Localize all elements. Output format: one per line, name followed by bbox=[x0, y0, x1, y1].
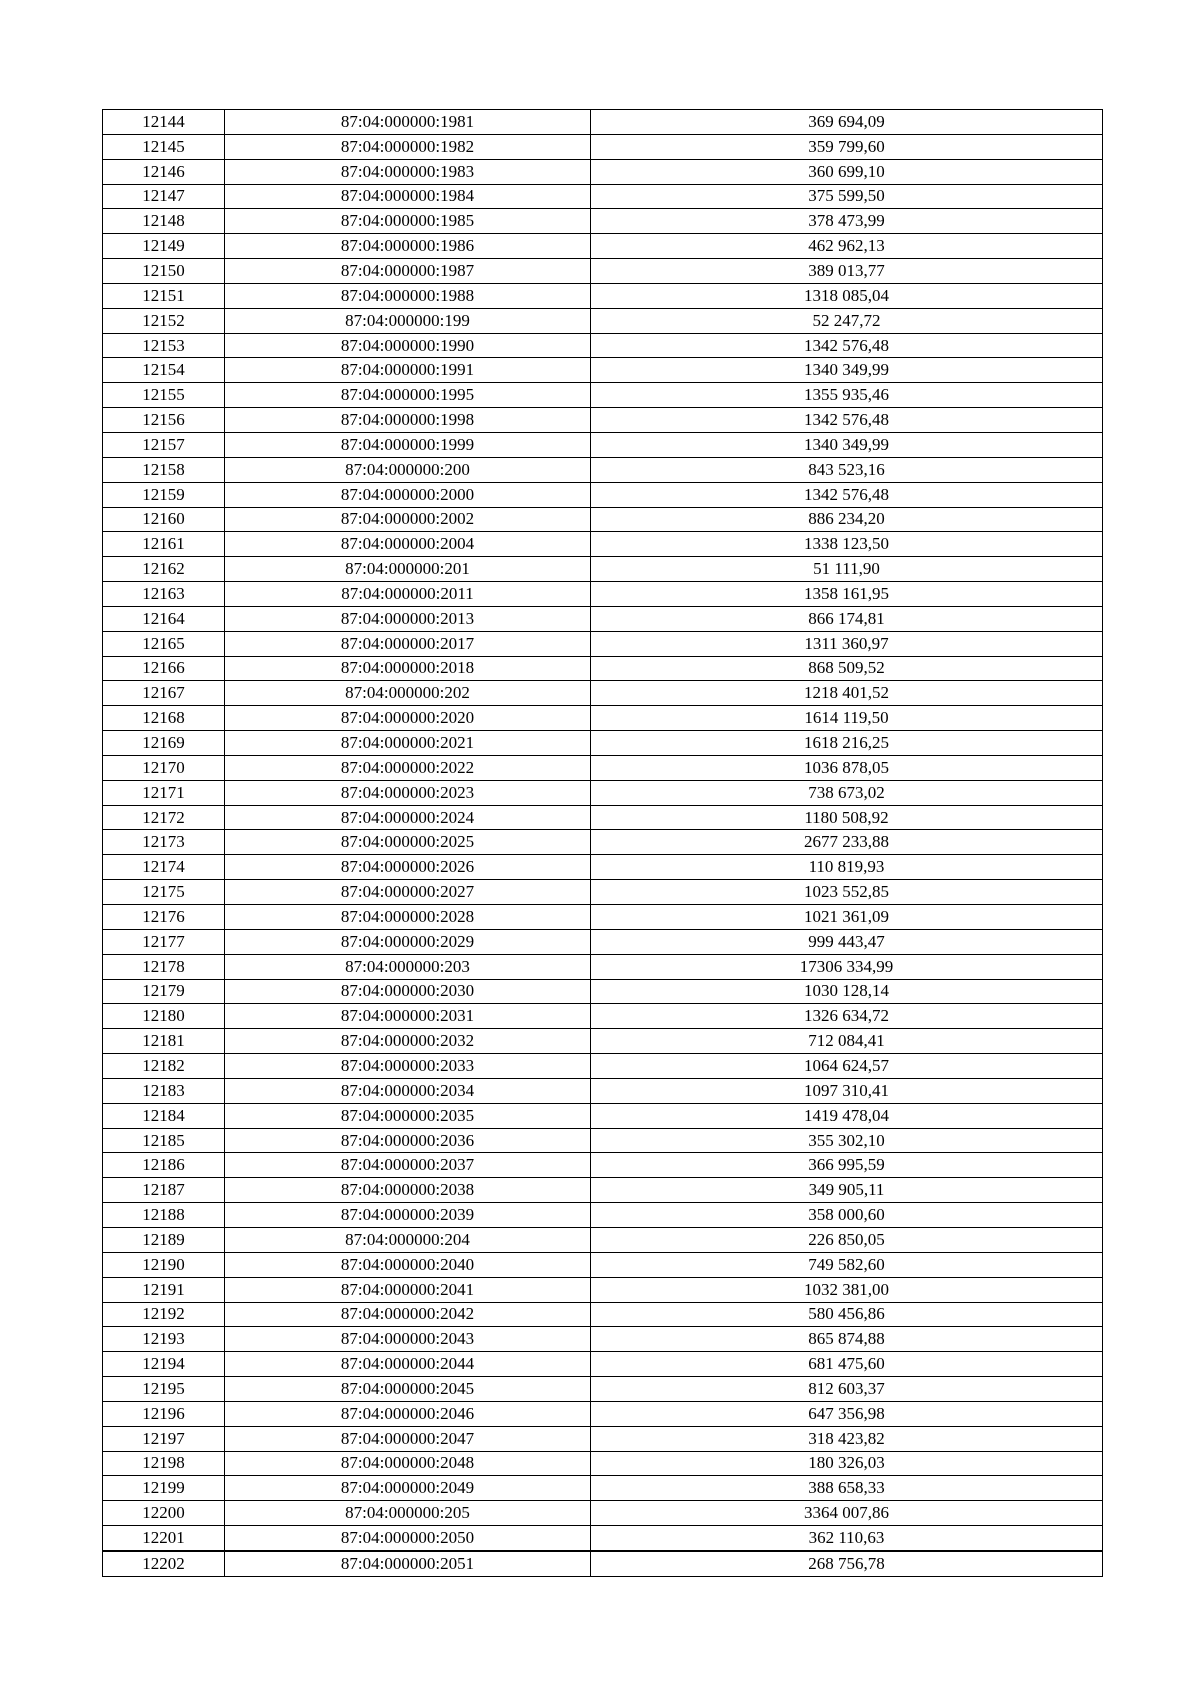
cadastral-number-cell: 87:04:000000:2018 bbox=[225, 656, 591, 681]
cadastral-number-cell: 87:04:000000:2020 bbox=[225, 706, 591, 731]
cadastral-number-cell: 87:04:000000:1983 bbox=[225, 159, 591, 184]
table-row bbox=[103, 358, 1103, 383]
cadastral-value-cell: 1342 576,48 bbox=[591, 482, 1103, 507]
table-row bbox=[103, 383, 1103, 408]
table-row bbox=[103, 1178, 1103, 1203]
cadastral-value-cell: 1614 119,50 bbox=[591, 706, 1103, 731]
table-row bbox=[103, 656, 1103, 681]
table-row bbox=[103, 1426, 1103, 1451]
row-number-cell: 12201 bbox=[103, 1526, 225, 1551]
cadastral-number-cell: 87:04:000000:2046 bbox=[225, 1401, 591, 1426]
row-number-cell: 12147 bbox=[103, 184, 225, 209]
cadastral-number-cell: 87:04:000000:2000 bbox=[225, 482, 591, 507]
cadastral-value-cell: 812 603,37 bbox=[591, 1377, 1103, 1402]
row-number-cell: 12196 bbox=[103, 1401, 225, 1426]
table-row bbox=[103, 333, 1103, 358]
cadastral-value-cell: 349 905,11 bbox=[591, 1178, 1103, 1203]
row-number-cell: 12144 bbox=[103, 110, 225, 135]
row-number-cell: 12175 bbox=[103, 880, 225, 905]
table-row bbox=[103, 1252, 1103, 1277]
table-row bbox=[103, 1128, 1103, 1153]
row-number-cell: 12190 bbox=[103, 1252, 225, 1277]
row-number-cell: 12162 bbox=[103, 557, 225, 582]
cadastral-value-cell: 749 582,60 bbox=[591, 1252, 1103, 1277]
table-row bbox=[103, 184, 1103, 209]
cadastral-number-cell: 87:04:000000:2036 bbox=[225, 1128, 591, 1153]
table-row bbox=[103, 557, 1103, 582]
cadastral-number-cell: 87:04:000000:202 bbox=[225, 681, 591, 706]
cadastral-number-cell: 87:04:000000:2050 bbox=[225, 1526, 591, 1551]
cadastral-number-cell: 87:04:000000:2030 bbox=[225, 979, 591, 1004]
table-row bbox=[103, 234, 1103, 259]
cadastral-number-cell: 87:04:000000:2051 bbox=[225, 1551, 591, 1576]
cadastral-value-cell: 1618 216,25 bbox=[591, 731, 1103, 756]
cadastral-number-cell: 87:04:000000:1982 bbox=[225, 134, 591, 159]
cadastral-number-cell: 87:04:000000:1986 bbox=[225, 234, 591, 259]
cadastral-number-cell: 87:04:000000:2035 bbox=[225, 1103, 591, 1128]
row-number-cell: 12167 bbox=[103, 681, 225, 706]
cadastral-value-cell: 366 995,59 bbox=[591, 1153, 1103, 1178]
cadastral-value-cell: 226 850,05 bbox=[591, 1227, 1103, 1252]
row-number-cell: 12156 bbox=[103, 408, 225, 433]
cadastral-value-cell: 362 110,63 bbox=[591, 1526, 1103, 1551]
row-number-cell: 12160 bbox=[103, 507, 225, 532]
table-row bbox=[103, 606, 1103, 631]
cadastral-value-cell: 1340 349,99 bbox=[591, 358, 1103, 383]
cadastral-number-cell: 87:04:000000:2021 bbox=[225, 731, 591, 756]
row-number-cell: 12199 bbox=[103, 1476, 225, 1501]
row-number-cell: 12150 bbox=[103, 259, 225, 284]
cadastral-value-cell: 2677 233,88 bbox=[591, 830, 1103, 855]
row-number-cell: 12152 bbox=[103, 308, 225, 333]
cadastral-value-cell: 886 234,20 bbox=[591, 507, 1103, 532]
table-row bbox=[103, 755, 1103, 780]
row-number-cell: 12178 bbox=[103, 954, 225, 979]
cadastral-value-cell: 1218 401,52 bbox=[591, 681, 1103, 706]
cadastral-value-cell: 738 673,02 bbox=[591, 780, 1103, 805]
table-row bbox=[103, 1377, 1103, 1402]
cadastral-value-cell: 1064 624,57 bbox=[591, 1054, 1103, 1079]
row-number-cell: 12176 bbox=[103, 905, 225, 930]
table-row bbox=[103, 1401, 1103, 1426]
row-number-cell: 12171 bbox=[103, 780, 225, 805]
cadastral-number-cell: 87:04:000000:2043 bbox=[225, 1327, 591, 1352]
table-row bbox=[103, 830, 1103, 855]
cadastral-value-cell: 1340 349,99 bbox=[591, 432, 1103, 457]
table-row bbox=[103, 1227, 1103, 1252]
cadastral-value-cell: 1023 552,85 bbox=[591, 880, 1103, 905]
cadastral-value-cell: 1311 360,97 bbox=[591, 631, 1103, 656]
table-row bbox=[103, 582, 1103, 607]
table-row bbox=[103, 1302, 1103, 1327]
cadastral-value-cell: 359 799,60 bbox=[591, 134, 1103, 159]
cadastral-number-cell: 87:04:000000:1987 bbox=[225, 259, 591, 284]
row-number-cell: 12197 bbox=[103, 1426, 225, 1451]
row-number-cell: 12188 bbox=[103, 1203, 225, 1228]
cadastral-value-cell: 865 874,88 bbox=[591, 1327, 1103, 1352]
row-number-cell: 12191 bbox=[103, 1277, 225, 1302]
cadastral-number-cell: 87:04:000000:2034 bbox=[225, 1078, 591, 1103]
cadastral-value-cell: 1326 634,72 bbox=[591, 1004, 1103, 1029]
table-row bbox=[103, 1054, 1103, 1079]
cadastral-number-cell: 87:04:000000:2037 bbox=[225, 1153, 591, 1178]
row-number-cell: 12192 bbox=[103, 1302, 225, 1327]
cadastral-value-cell: 1318 085,04 bbox=[591, 283, 1103, 308]
cadastral-number-cell: 87:04:000000:1998 bbox=[225, 408, 591, 433]
table-row bbox=[103, 1153, 1103, 1178]
cadastral-value-cell: 318 423,82 bbox=[591, 1426, 1103, 1451]
cadastral-number-cell: 87:04:000000:2049 bbox=[225, 1476, 591, 1501]
cadastral-value-cell: 1358 161,95 bbox=[591, 582, 1103, 607]
table-row bbox=[103, 780, 1103, 805]
table-row bbox=[103, 308, 1103, 333]
row-number-cell: 12165 bbox=[103, 631, 225, 656]
cadastral-number-cell: 87:04:000000:2042 bbox=[225, 1302, 591, 1327]
table-row bbox=[103, 805, 1103, 830]
cadastral-value-cell: 1342 576,48 bbox=[591, 333, 1103, 358]
cadastral-number-cell: 87:04:000000:2025 bbox=[225, 830, 591, 855]
cadastral-number-cell: 87:04:000000:2044 bbox=[225, 1352, 591, 1377]
cadastral-value-cell: 1032 381,00 bbox=[591, 1277, 1103, 1302]
table-row bbox=[103, 1103, 1103, 1128]
table-row bbox=[103, 929, 1103, 954]
table-row bbox=[103, 1004, 1103, 1029]
cadastral-number-cell: 87:04:000000:2038 bbox=[225, 1178, 591, 1203]
cadastral-value-cell: 1036 878,05 bbox=[591, 755, 1103, 780]
cadastral-number-cell: 87:04:000000:2041 bbox=[225, 1277, 591, 1302]
row-number-cell: 12179 bbox=[103, 979, 225, 1004]
cadastral-value-cell: 999 443,47 bbox=[591, 929, 1103, 954]
cadastral-number-cell: 87:04:000000:2004 bbox=[225, 532, 591, 557]
cadastral-value-cell: 580 456,86 bbox=[591, 1302, 1103, 1327]
row-number-cell: 12164 bbox=[103, 606, 225, 631]
row-number-cell: 12193 bbox=[103, 1327, 225, 1352]
table-row bbox=[103, 1203, 1103, 1228]
table-row bbox=[103, 1078, 1103, 1103]
table-row bbox=[103, 731, 1103, 756]
row-number-cell: 12180 bbox=[103, 1004, 225, 1029]
table-row bbox=[103, 532, 1103, 557]
cadastral-number-cell: 87:04:000000:199 bbox=[225, 308, 591, 333]
row-number-cell: 12200 bbox=[103, 1501, 225, 1526]
cadastral-value-cell: 1419 478,04 bbox=[591, 1103, 1103, 1128]
cadastral-number-cell: 87:04:000000:1985 bbox=[225, 209, 591, 234]
cadastral-value-cell: 51 111,90 bbox=[591, 557, 1103, 582]
table-row bbox=[103, 631, 1103, 656]
table-row bbox=[103, 408, 1103, 433]
cadastral-value-cell: 866 174,81 bbox=[591, 606, 1103, 631]
cadastral-number-cell: 87:04:000000:1999 bbox=[225, 432, 591, 457]
cadastral-value-cell: 17306 334,99 bbox=[591, 954, 1103, 979]
row-number-cell: 12174 bbox=[103, 855, 225, 880]
row-number-cell: 12202 bbox=[103, 1551, 225, 1576]
row-number-cell: 12159 bbox=[103, 482, 225, 507]
table-row bbox=[103, 209, 1103, 234]
cadastral-number-cell: 87:04:000000:2040 bbox=[225, 1252, 591, 1277]
row-number-cell: 12189 bbox=[103, 1227, 225, 1252]
cadastral-value-cell: 1338 123,50 bbox=[591, 532, 1103, 557]
cadastral-number-cell: 87:04:000000:1990 bbox=[225, 333, 591, 358]
row-number-cell: 12161 bbox=[103, 532, 225, 557]
cadastral-number-cell: 87:04:000000:204 bbox=[225, 1227, 591, 1252]
table-row bbox=[103, 1501, 1103, 1526]
table-body bbox=[103, 110, 1103, 1577]
cadastral-number-cell: 87:04:000000:1988 bbox=[225, 283, 591, 308]
cadastral-number-cell: 87:04:000000:203 bbox=[225, 954, 591, 979]
cadastral-number-cell: 87:04:000000:2029 bbox=[225, 929, 591, 954]
row-number-cell: 12158 bbox=[103, 457, 225, 482]
cadastral-number-cell: 87:04:000000:2039 bbox=[225, 1203, 591, 1228]
row-number-cell: 12181 bbox=[103, 1029, 225, 1054]
cadastral-number-cell: 87:04:000000:2047 bbox=[225, 1426, 591, 1451]
table-row bbox=[103, 482, 1103, 507]
table-row bbox=[103, 1526, 1103, 1551]
cadastral-number-cell: 87:04:000000:1995 bbox=[225, 383, 591, 408]
cadastral-value-cell: 868 509,52 bbox=[591, 656, 1103, 681]
cadastral-number-cell: 87:04:000000:2023 bbox=[225, 780, 591, 805]
table-row bbox=[103, 1029, 1103, 1054]
table-row bbox=[103, 507, 1103, 532]
row-number-cell: 12184 bbox=[103, 1103, 225, 1128]
row-number-cell: 12177 bbox=[103, 929, 225, 954]
row-number-cell: 12151 bbox=[103, 283, 225, 308]
cadastral-number-cell: 87:04:000000:200 bbox=[225, 457, 591, 482]
cadastral-value-cell: 389 013,77 bbox=[591, 259, 1103, 284]
cadastral-number-cell: 87:04:000000:2045 bbox=[225, 1377, 591, 1402]
table-row bbox=[103, 706, 1103, 731]
table-row bbox=[103, 681, 1103, 706]
cadastral-value-cell: 1030 128,14 bbox=[591, 979, 1103, 1004]
cadastral-number-cell: 87:04:000000:2026 bbox=[225, 855, 591, 880]
table-row bbox=[103, 259, 1103, 284]
cadastral-number-cell: 87:04:000000:2032 bbox=[225, 1029, 591, 1054]
table-row bbox=[103, 432, 1103, 457]
row-number-cell: 12195 bbox=[103, 1377, 225, 1402]
cadastral-value-cell: 369 694,09 bbox=[591, 110, 1103, 135]
cadastral-number-cell: 87:04:000000:2024 bbox=[225, 805, 591, 830]
cadastral-value-cell: 388 658,33 bbox=[591, 1476, 1103, 1501]
cadastral-number-cell: 87:04:000000:2011 bbox=[225, 582, 591, 607]
row-number-cell: 12163 bbox=[103, 582, 225, 607]
table-row bbox=[103, 905, 1103, 930]
cadastral-value-cell: 1180 508,92 bbox=[591, 805, 1103, 830]
row-number-cell: 12154 bbox=[103, 358, 225, 383]
row-number-cell: 12183 bbox=[103, 1078, 225, 1103]
row-number-cell: 12145 bbox=[103, 134, 225, 159]
table-row bbox=[103, 855, 1103, 880]
table-row bbox=[103, 880, 1103, 905]
cadastral-number-cell: 87:04:000000:2031 bbox=[225, 1004, 591, 1029]
cadastral-value-cell: 1342 576,48 bbox=[591, 408, 1103, 433]
cadastral-value-cell: 681 475,60 bbox=[591, 1352, 1103, 1377]
row-number-cell: 12169 bbox=[103, 731, 225, 756]
row-number-cell: 12194 bbox=[103, 1352, 225, 1377]
cadastral-value-cell: 1355 935,46 bbox=[591, 383, 1103, 408]
cadastral-value-cell: 358 000,60 bbox=[591, 1203, 1103, 1228]
row-number-cell: 12187 bbox=[103, 1178, 225, 1203]
cadastral-number-cell: 87:04:000000:2013 bbox=[225, 606, 591, 631]
cadastral-number-cell: 87:04:000000:201 bbox=[225, 557, 591, 582]
table-row bbox=[103, 954, 1103, 979]
cadastral-value-cell: 3364 007,86 bbox=[591, 1501, 1103, 1526]
cadastral-value-cell: 110 819,93 bbox=[591, 855, 1103, 880]
row-number-cell: 12149 bbox=[103, 234, 225, 259]
row-number-cell: 12172 bbox=[103, 805, 225, 830]
row-number-cell: 12182 bbox=[103, 1054, 225, 1079]
cadastral-number-cell: 87:04:000000:1984 bbox=[225, 184, 591, 209]
cadastral-value-cell: 378 473,99 bbox=[591, 209, 1103, 234]
cadastral-value-cell: 360 699,10 bbox=[591, 159, 1103, 184]
cadastral-value-cell: 355 302,10 bbox=[591, 1128, 1103, 1153]
cadastral-number-cell: 87:04:000000:2022 bbox=[225, 755, 591, 780]
table-row bbox=[103, 1451, 1103, 1476]
cadastral-value-cell: 647 356,98 bbox=[591, 1401, 1103, 1426]
row-number-cell: 12168 bbox=[103, 706, 225, 731]
cadastral-number-cell: 87:04:000000:2027 bbox=[225, 880, 591, 905]
row-number-cell: 12186 bbox=[103, 1153, 225, 1178]
cadastral-number-cell: 87:04:000000:2017 bbox=[225, 631, 591, 656]
row-number-cell: 12153 bbox=[103, 333, 225, 358]
cadastral-number-cell: 87:04:000000:1981 bbox=[225, 110, 591, 135]
cadastral-value-cell: 268 756,78 bbox=[591, 1551, 1103, 1576]
table-row bbox=[103, 1327, 1103, 1352]
row-number-cell: 12170 bbox=[103, 755, 225, 780]
table-row bbox=[103, 1551, 1103, 1576]
cadastral-number-cell: 87:04:000000:2048 bbox=[225, 1451, 591, 1476]
row-number-cell: 12173 bbox=[103, 830, 225, 855]
table-row bbox=[103, 134, 1103, 159]
cadastral-number-cell: 87:04:000000:2002 bbox=[225, 507, 591, 532]
row-number-cell: 12185 bbox=[103, 1128, 225, 1153]
cadastral-number-cell: 87:04:000000:2033 bbox=[225, 1054, 591, 1079]
row-number-cell: 12148 bbox=[103, 209, 225, 234]
cadastral-value-cell: 52 247,72 bbox=[591, 308, 1103, 333]
table-row bbox=[103, 1476, 1103, 1501]
table-row bbox=[103, 283, 1103, 308]
row-number-cell: 12166 bbox=[103, 656, 225, 681]
table-row bbox=[103, 1277, 1103, 1302]
cadastral-value-cell: 843 523,16 bbox=[591, 457, 1103, 482]
table-row bbox=[103, 1352, 1103, 1377]
table-row bbox=[103, 457, 1103, 482]
row-number-cell: 12198 bbox=[103, 1451, 225, 1476]
cadastral-number-cell: 87:04:000000:2028 bbox=[225, 905, 591, 930]
row-number-cell: 12155 bbox=[103, 383, 225, 408]
table-row bbox=[103, 110, 1103, 135]
row-number-cell: 12157 bbox=[103, 432, 225, 457]
row-number-cell: 12146 bbox=[103, 159, 225, 184]
cadastral-value-cell: 1097 310,41 bbox=[591, 1078, 1103, 1103]
cadastral-value-table bbox=[102, 109, 1103, 1577]
table-row bbox=[103, 159, 1103, 184]
cadastral-number-cell: 87:04:000000:1991 bbox=[225, 358, 591, 383]
cadastral-value-cell: 462 962,13 bbox=[591, 234, 1103, 259]
cadastral-value-cell: 1021 361,09 bbox=[591, 905, 1103, 930]
cadastral-number-cell: 87:04:000000:205 bbox=[225, 1501, 591, 1526]
table-row bbox=[103, 979, 1103, 1004]
cadastral-value-cell: 375 599,50 bbox=[591, 184, 1103, 209]
cadastral-value-cell: 180 326,03 bbox=[591, 1451, 1103, 1476]
cadastral-value-cell: 712 084,41 bbox=[591, 1029, 1103, 1054]
